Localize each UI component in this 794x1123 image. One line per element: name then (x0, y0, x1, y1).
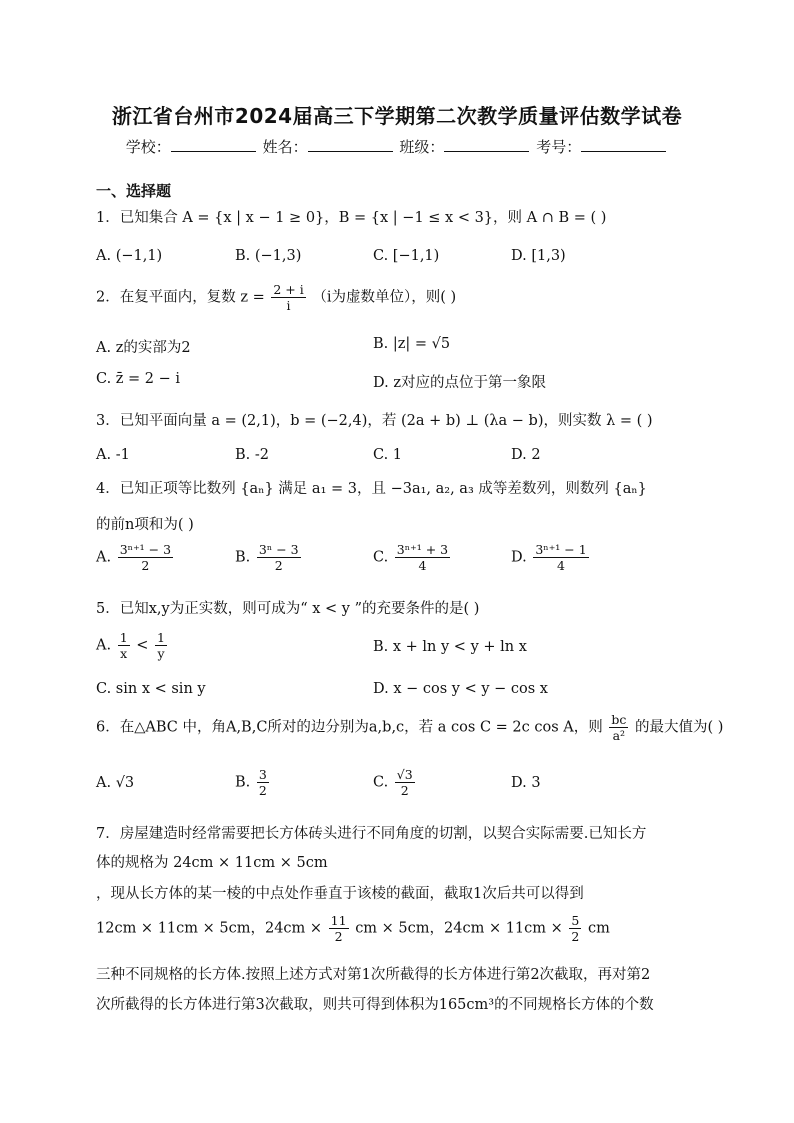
q1-option-b[interactable]: B. (−1,3) (235, 248, 302, 264)
q6-option-b[interactable]: B. $\frac{3}{2}$ (235, 767, 267, 798)
section-heading: 一、选择题 (96, 182, 172, 200)
q7-line4-c: cm (587, 920, 610, 937)
q6-c-den: 2 (400, 783, 409, 798)
q7-line2: 体的规格为 24cm × 11cm × 5cm (96, 855, 328, 871)
q4-c-fraction (395, 542, 450, 573)
q6-stem-a: 6．在△ABC 中，角A,B,C所对的边分别为a,b,c，若 a cos C = 2c cos A，则 (96, 719, 603, 736)
q6-b-fraction (257, 767, 269, 798)
q7-frac1-num: 11 (330, 913, 347, 928)
q4-d-den: 4 (557, 558, 565, 573)
q7-line5: 三种不同规格的长方体.按照上述方式对第1次所截得的长方体进行第2次截取，再对第2 (96, 967, 651, 983)
q2-fraction (271, 282, 305, 313)
q4-a-den: 2 (141, 558, 150, 573)
q6-c-num: √3 (396, 767, 413, 782)
q4-option-a[interactable]: A. $\frac{\text{3ⁿ⁺¹ − 3}}{2}$ (96, 542, 172, 573)
q1-option-c[interactable]: C. [−1,1) (373, 248, 440, 264)
q5-option-c[interactable]: C. sin x < sin y (96, 681, 206, 697)
q2-option-a[interactable]: A. z的实部为2 (96, 340, 191, 356)
q7-line6: 次所截得的长方体进行第3次截取，则共可得到体积为165cm³的不同规格长方体的个数 (96, 997, 654, 1013)
q6-fraction-den: a² (612, 728, 626, 743)
q5-option-b[interactable]: B. x + ln y < y + ln x (373, 639, 527, 655)
class-label: 班级： (399, 138, 445, 156)
q3-option-c[interactable]: C. 1 (373, 447, 403, 463)
q6-option-a[interactable]: A. √3 (96, 775, 135, 791)
q3-option-b[interactable]: B. -2 (235, 447, 269, 463)
q4-option-d[interactable]: D. $\frac{\text{3ⁿ⁺¹ − 1}}{4}$ (511, 542, 587, 573)
q7-line1: 7．房屋建造时经常需要把长方体砖头进行不同角度的切割，以契合实际需要.已知长方 (96, 826, 647, 842)
q6-option-c[interactable]: C. $\frac{√3}{2}$ (373, 767, 413, 798)
q5-a-frac-left: $\frac{1}{x}$ (119, 630, 128, 661)
q4-a-fraction (118, 542, 173, 573)
q5-option-d[interactable]: D. x − cos y < y − cos x (373, 681, 548, 697)
q4-option-b[interactable]: B. $\frac{\text{3ⁿ − 3}}{2}$ (235, 542, 299, 573)
q4-stem-line1: 4．已知正项等比数列 {aₙ} 满足 a₁ = 3，且 −3a₁, a₂, a₃ 成等差数列，则数列 {aₙ} (96, 481, 647, 497)
q2-option-c[interactable]: C. z̄ = 2 − i (96, 371, 181, 387)
student-info-row (0, 136, 794, 157)
q4-option-c[interactable]: C. $\frac{\text{3ⁿ⁺¹ + 3}}{4}$ (373, 542, 449, 573)
q5-option-a[interactable]: A. $\frac{1}{x}$ < $\frac{1}{y}$ (96, 630, 165, 661)
q4-stem-line2: 的前n项和为( ) (96, 517, 194, 533)
q4-b-num: 3ⁿ − 3 (258, 542, 299, 557)
q4-b-den: 2 (274, 558, 283, 573)
q4-d-fraction (533, 542, 588, 573)
name-label: 姓名： (262, 138, 308, 156)
q6-c-fraction (395, 767, 415, 798)
q6-b-den: 2 (258, 783, 267, 798)
class-blank[interactable] (444, 139, 529, 152)
q1-stem: 1．已知集合 A = {x | x − 1 ≥ 0}，B = {x | −1 ≤ x < 3}，则 A ∩ B = ( ) (96, 210, 607, 226)
q1-option-a[interactable]: A. (−1,1) (96, 248, 163, 264)
school-blank[interactable] (171, 139, 256, 152)
q7-frac2-den: 2 (571, 929, 580, 944)
q2-option-b[interactable]: B. |z| = √5 (373, 336, 451, 352)
q4-d-num: 3ⁿ⁺¹ − 1 (535, 542, 587, 557)
name-blank[interactable] (308, 139, 393, 152)
q7-line4 (96, 913, 610, 944)
q6-fraction (609, 712, 628, 743)
number-blank[interactable] (581, 139, 666, 152)
q7-line3: ，现从长方体的某一棱的中点处作垂直于该棱的截面，截取1次后共可以得到 (96, 886, 584, 902)
q2-stem-b: （i为虚数单位），则( ) (312, 289, 457, 306)
q1-option-d[interactable]: D. [1,3) (511, 248, 566, 264)
number-label: 考号： (536, 138, 582, 156)
q3-option-d[interactable]: D. 2 (511, 447, 541, 463)
q6-fraction-num: bc (611, 712, 627, 727)
q5-stem: 5．已知x,y为正实数，则可成为“ x < y ”的充要条件的是( ) (96, 601, 480, 617)
q2-stem-a: 2．在复平面内，复数 z = (96, 289, 265, 306)
q5-a-frac-right: $\frac{1}{y}$ (157, 630, 165, 661)
q7-frac-11-2 (329, 913, 349, 944)
q2-stem (96, 282, 456, 313)
q2-fraction-num: 2 + i (273, 282, 304, 297)
q3-stem: 3．已知平面向量 a = (2,1)，b = (−2,4)，若 (2a + b) ⊥ (λa − b)，则实数 λ = ( ) (96, 413, 653, 429)
q7-line4-a: 12cm × 11cm × 5cm，24cm × (96, 920, 323, 937)
q3-option-a[interactable]: A. -1 (96, 447, 130, 463)
q4-b-fraction (257, 542, 301, 573)
q7-frac1-den: 2 (334, 929, 343, 944)
q4-a-num: 3ⁿ⁺¹ − 3 (119, 542, 172, 557)
q4-c-den: 4 (418, 558, 427, 573)
school-label: 学校： (125, 138, 171, 156)
exam-title: 浙江省台州市2024届高三下学期第二次教学质量评估数学试卷 (111, 104, 683, 128)
q6-b-num: 3 (258, 767, 267, 782)
q7-frac-5-2 (569, 913, 581, 944)
q6-stem (96, 712, 723, 743)
q2-fraction-den: i (286, 298, 291, 313)
q7-frac2-num: 5 (571, 913, 580, 928)
q6-stem-b: 的最大值为( ) (634, 719, 724, 736)
q6-option-d[interactable]: D. 3 (511, 775, 541, 791)
q7-line4-b: cm × 5cm，24cm × 11cm × (355, 920, 563, 937)
q2-option-d[interactable]: D. z对应的点位于第一象限 (373, 375, 546, 391)
q4-c-num: 3ⁿ⁺¹ + 3 (396, 542, 449, 557)
